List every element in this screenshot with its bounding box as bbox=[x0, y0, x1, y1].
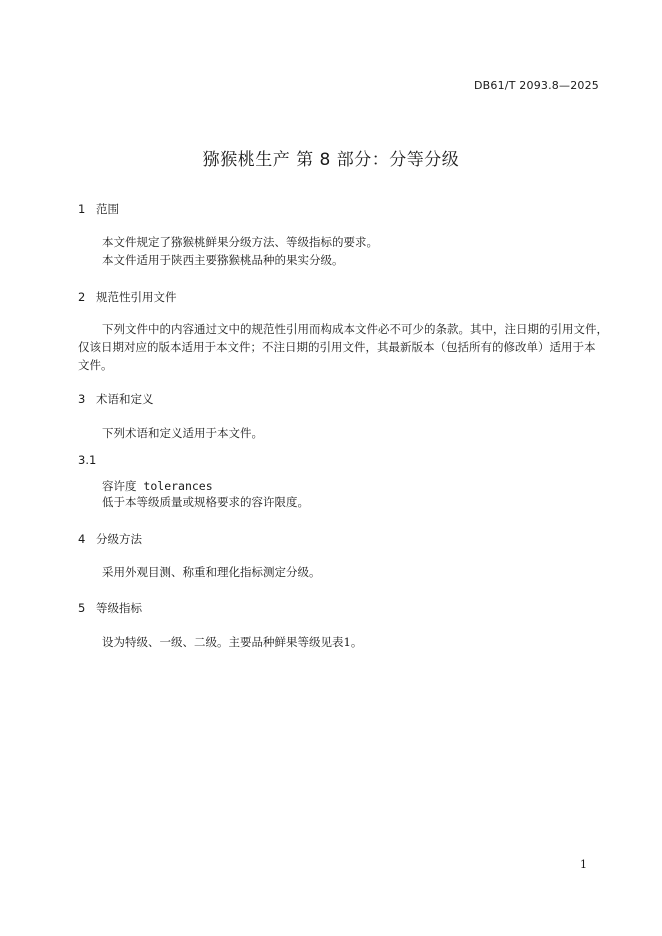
section-number: 4 bbox=[78, 532, 86, 546]
paragraph-line: 本文件适用于陕西主要猕猴桃品种的果实分级。 bbox=[102, 253, 344, 267]
page-number: 1 bbox=[580, 858, 587, 871]
term-definition: 低于本等级质量或规格要求的容许限度。 bbox=[102, 495, 309, 509]
section-2-heading bbox=[78, 289, 177, 305]
section-number: 5 bbox=[78, 601, 86, 615]
section-4-body bbox=[102, 563, 598, 581]
section-number: 3 bbox=[78, 392, 86, 406]
section-title: 术语和定义 bbox=[96, 392, 154, 406]
section-title: 等级指标 bbox=[96, 601, 142, 615]
term-number: 3.1 bbox=[78, 453, 97, 467]
section-number: 1 bbox=[78, 202, 86, 216]
paragraph-line: 仅该日期对应的版本适用于本文件；不注日期的引用文件，其最新版本（包括所有的修改单）适用于本 bbox=[78, 340, 596, 354]
document-code: DB61/T 2093.8—2025 bbox=[473, 79, 599, 92]
section-5-heading bbox=[78, 600, 142, 616]
paragraph-line: 采用外观目测、称重和理化指标测定分级。 bbox=[102, 565, 321, 579]
paragraph-line: 文件。 bbox=[78, 358, 113, 372]
section-5-body bbox=[102, 633, 598, 651]
section-3-heading bbox=[78, 391, 154, 407]
section-title: 分级方法 bbox=[96, 532, 142, 546]
document-title: 猕猴桃生产 第 8 部分：分等分级 bbox=[202, 150, 460, 170]
paragraph-line: 下列术语和定义适用于本文件。 bbox=[102, 426, 263, 440]
section-title: 规范性引用文件 bbox=[96, 290, 177, 304]
term-name: 容许度 tolerances bbox=[102, 479, 213, 493]
paragraph-line: 本文件规定了猕猴桃鲜果分级方法、等级指标的要求。 bbox=[102, 235, 378, 249]
section-3-body bbox=[102, 424, 598, 442]
section-1-body bbox=[102, 233, 598, 269]
paragraph-line: 下列文件中的内容通过文中的规范性引用而构成本文件必不可少的条款。其中，注日期的引用文件， bbox=[102, 322, 608, 336]
section-title: 范围 bbox=[96, 202, 119, 216]
section-2-body bbox=[78, 320, 608, 374]
section-4-heading bbox=[78, 531, 142, 547]
section-number: 2 bbox=[78, 290, 86, 304]
paragraph-line: 设为特级、一级、二级。主要品种鲜果等级见表1。 bbox=[102, 635, 363, 649]
section-1-heading bbox=[78, 201, 119, 217]
